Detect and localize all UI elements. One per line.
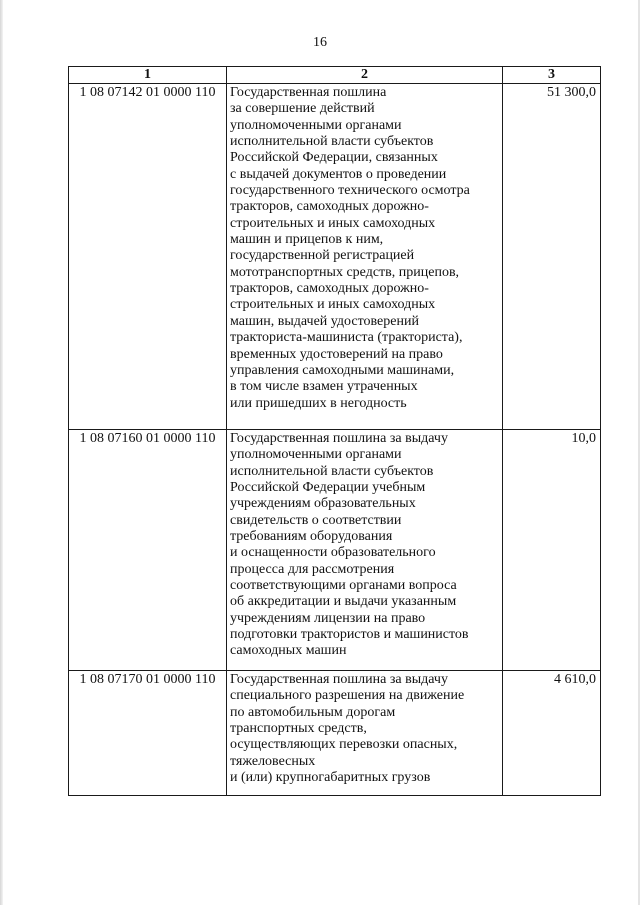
- description-line: Государственная пошлина за выдачу: [230, 672, 448, 687]
- description-line: тракторов, самоходных дорожно-: [230, 199, 429, 215]
- amount-cell: 4 610,0: [503, 671, 601, 796]
- description-line: государственной регистрацией: [230, 248, 415, 264]
- description-line: требованиям оборудования: [230, 529, 393, 545]
- budget-code-cell: 1 08 07160 01 0000 110: [69, 430, 227, 671]
- description-line: машин и прицепов к ним,: [230, 232, 384, 248]
- description-line: исполнительной власти субъектов: [230, 134, 434, 150]
- description-line: или пришедших в негодность: [230, 395, 407, 411]
- description-line: строительных и иных самоходных: [230, 297, 436, 313]
- description-line: в том числе взамен утраченных: [230, 379, 418, 395]
- column-header-code: 1: [69, 67, 227, 84]
- description-text: [230, 431, 500, 670]
- description-line: и оснащенности образовательного: [230, 545, 436, 561]
- description-line: исполнительной власти субъектов: [230, 463, 434, 479]
- description-line: Государственная пошлина за выдачу: [230, 431, 448, 446]
- description-text: [230, 85, 500, 429]
- description-line: транспортных средств,: [230, 721, 367, 737]
- description-line: подготовки трактористов и машинистов: [230, 627, 469, 643]
- description-line: самоходных машин: [230, 643, 347, 659]
- budget-code-cell: 1 08 07170 01 0000 110: [69, 671, 227, 796]
- description-line: тракторов, самоходных дорожно-: [230, 281, 429, 297]
- description-line: управления самоходными машинами,: [230, 362, 455, 378]
- description-line: свидетельств о соответствии: [230, 512, 402, 528]
- column-header-description: 2: [227, 67, 503, 84]
- page-number: 16: [313, 35, 327, 50]
- description-line: и (или) крупногабаритных грузов: [230, 770, 431, 786]
- table-body: [69, 84, 601, 796]
- description-text: [230, 672, 500, 795]
- description-cell: [227, 430, 503, 671]
- table-row: [69, 430, 601, 671]
- description-line: тяжеловесных: [230, 753, 316, 769]
- table-row: [69, 84, 601, 430]
- table-row: [69, 671, 601, 796]
- description-line: специального разрешения на движение: [230, 688, 465, 704]
- description-line: Государственная пошлина: [230, 85, 387, 100]
- budget-table: [68, 66, 601, 796]
- description-line: учреждениям лицензии на право: [230, 610, 426, 626]
- description-line: Российской Федерации, связанных: [230, 150, 438, 166]
- amount-cell: 51 300,0: [503, 84, 601, 430]
- description-line: об аккредитации и выдачи указанным: [230, 594, 457, 610]
- description-line: процесса для рассмотрения: [230, 561, 395, 577]
- description-line: осуществляющих перевозки опасных,: [230, 737, 458, 753]
- description-line: учреждениям образовательных: [230, 496, 416, 512]
- description-line: Российской Федерации учебным: [230, 480, 426, 496]
- description-line: с выдачей документов о проведении: [230, 166, 447, 182]
- description-line: по автомобильным дорогам: [230, 704, 396, 720]
- description-line: уполномоченными органами: [230, 447, 402, 463]
- description-line: за совершение действий: [230, 101, 375, 117]
- description-line: соответствующими органами вопроса: [230, 578, 457, 594]
- description-cell: [227, 84, 503, 430]
- amount-cell: 10,0: [503, 430, 601, 671]
- column-header-amount: 3: [503, 67, 601, 84]
- description-line: уполномоченными органами: [230, 117, 402, 133]
- scan-edge-left: [0, 0, 3, 905]
- description-line: мототранспортных средств, прицепов,: [230, 264, 460, 280]
- table-header-row: [69, 67, 601, 84]
- description-line: временных удостоверений на право: [230, 346, 443, 362]
- description-line: тракториста-машиниста (тракториста),: [230, 330, 463, 346]
- description-line: государственного технического осмотра: [230, 183, 470, 199]
- description-line: строительных и иных самоходных: [230, 215, 436, 231]
- budget-code-cell: 1 08 07142 01 0000 110: [69, 84, 227, 430]
- description-line: машин, выдачей удостоверений: [230, 313, 419, 329]
- description-cell: [227, 671, 503, 796]
